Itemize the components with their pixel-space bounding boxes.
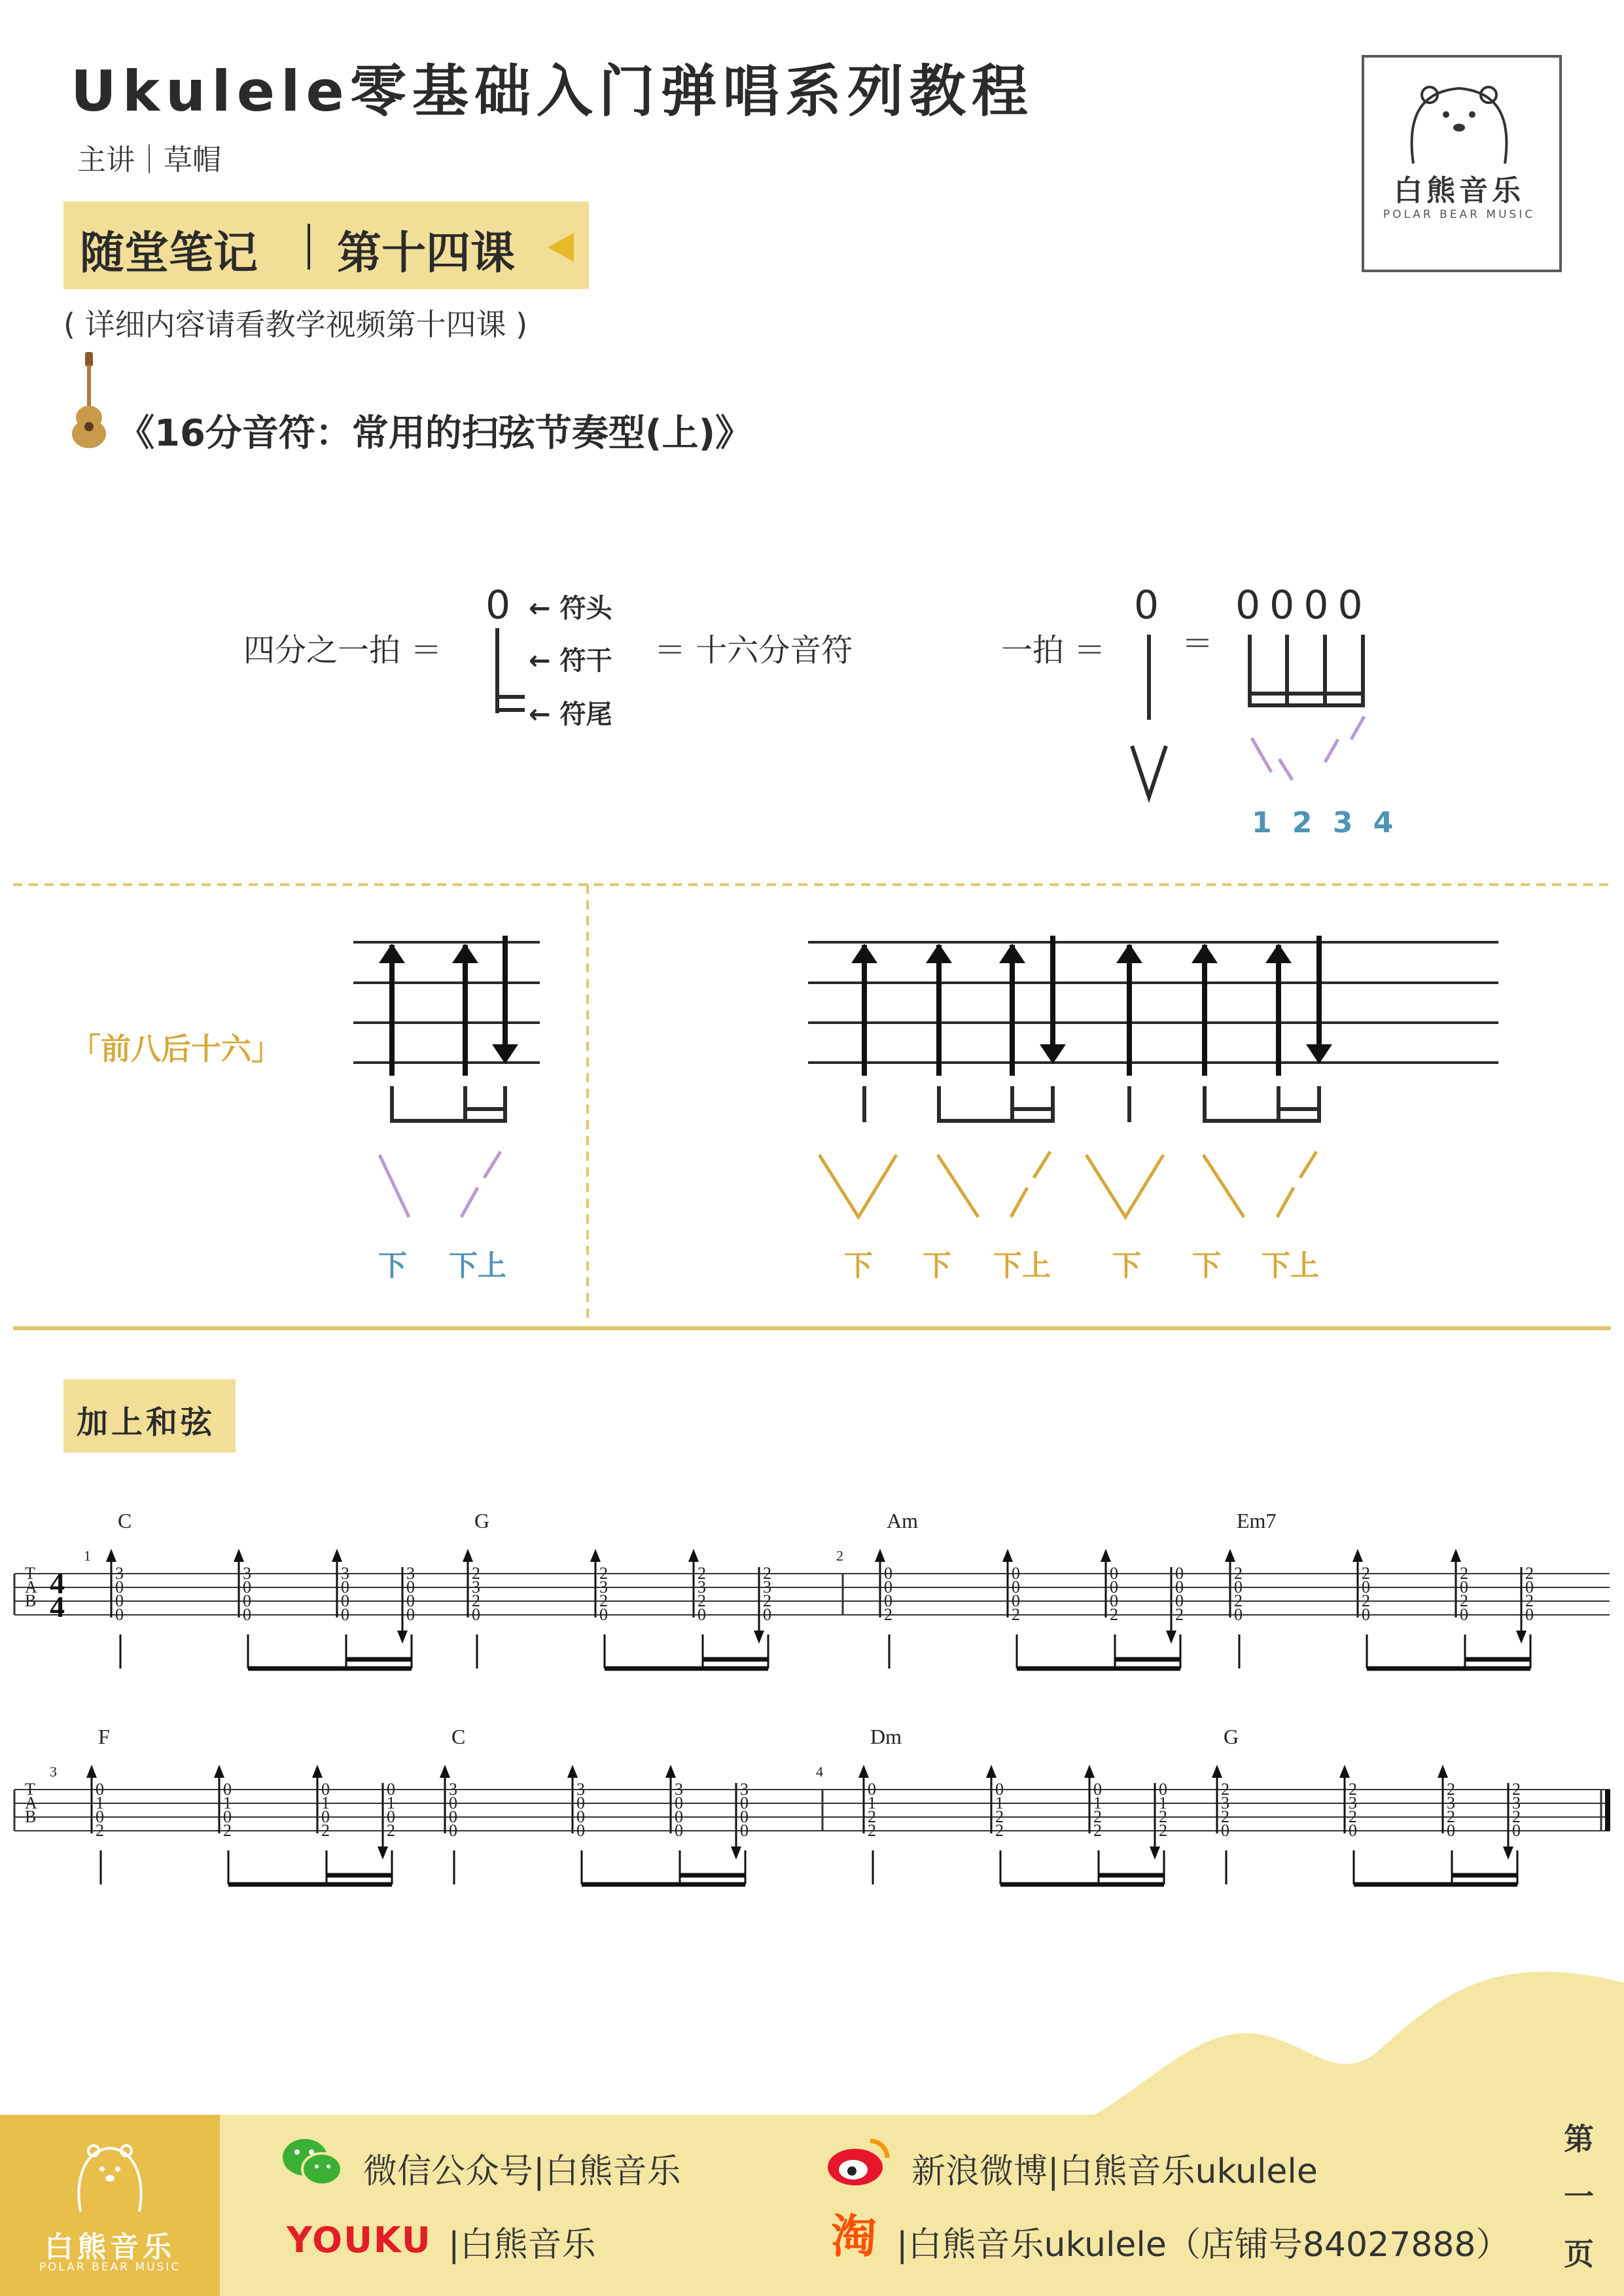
- footer-bar: [0, 2115, 1624, 2296]
- fret-number: 0: [1110, 1591, 1118, 1610]
- fret-number: 0: [576, 1807, 585, 1826]
- page-title: Ukulele零基础入门弹唱系列教程: [71, 59, 1034, 124]
- strum-arrow-head: [590, 1549, 601, 1562]
- strum-arrow-head: [1166, 1631, 1176, 1644]
- fret-number: 0: [1175, 1591, 1184, 1610]
- fret-number: 0: [740, 1793, 749, 1812]
- strum-arrow-head: [567, 1765, 578, 1778]
- fret-number: 2: [1362, 1564, 1370, 1583]
- footer-bear-icon: [71, 2136, 149, 2215]
- chord-name: Dm: [870, 1725, 902, 1748]
- fret-number: 0: [740, 1821, 749, 1840]
- fret-number: 0: [576, 1821, 585, 1840]
- fret-number: 0: [243, 1605, 251, 1624]
- fret-number: 3: [115, 1564, 124, 1583]
- fret-number: 0: [1447, 1821, 1455, 1840]
- tab-staff: [0, 1505, 1624, 1930]
- fret-number: 0: [387, 1780, 395, 1799]
- beat-note: 0: [1134, 582, 1159, 628]
- fret-number: 2: [1234, 1564, 1243, 1583]
- measure-number: 1: [84, 1547, 91, 1564]
- fret-number: 2: [1175, 1605, 1184, 1624]
- fret-number: 2: [472, 1564, 480, 1583]
- one-beat-label: 一拍 ＝: [1001, 632, 1106, 669]
- mountain-decoration: [1073, 1956, 1624, 2127]
- logo-subtitle: POLAR BEAR MUSIC: [1383, 208, 1536, 221]
- fret-number: 2: [321, 1821, 330, 1840]
- fret-number: 0: [96, 1807, 104, 1826]
- fret-number: 0: [223, 1780, 232, 1799]
- fret-number: 2: [697, 1591, 706, 1610]
- fret-number: 1: [223, 1793, 232, 1812]
- strum-arrow-head: [875, 1549, 885, 1562]
- fret-number: 2: [1525, 1591, 1534, 1610]
- fret-number: 0: [1175, 1578, 1184, 1597]
- tab-letter: T: [25, 1564, 35, 1583]
- fret-number: 0: [1525, 1605, 1534, 1624]
- lesson-label: 第十四课: [337, 228, 516, 279]
- fret-number: 3: [675, 1780, 683, 1799]
- fret-number: 0: [1460, 1578, 1468, 1597]
- strum-arrow-head: [1225, 1549, 1235, 1562]
- rhythm-name: 「前八后十六」: [71, 1031, 281, 1067]
- fret-number: 2: [1093, 1821, 1102, 1840]
- fret-number: 2: [599, 1591, 608, 1610]
- fret-number: 2: [1460, 1564, 1468, 1583]
- wechat-account: 微信公众号|白熊音乐: [363, 2152, 681, 2191]
- fret-number: 2: [1460, 1591, 1468, 1610]
- fret-number: 0: [884, 1578, 892, 1597]
- four-sixteenths: 0000: [1235, 582, 1372, 628]
- count-numbers: 1 2 3 4: [1252, 806, 1399, 839]
- fret-number: 0: [406, 1591, 415, 1610]
- fret-number: 1: [1159, 1793, 1167, 1812]
- fret-number: 3: [341, 1564, 349, 1583]
- tab-letter: A: [25, 1793, 37, 1812]
- youku-account: |白熊音乐: [448, 2225, 596, 2265]
- fret-number: 2: [995, 1807, 1004, 1826]
- notes-label: 随堂笔记: [80, 228, 258, 279]
- fret-number: 3: [243, 1564, 251, 1583]
- fret-number: 0: [675, 1807, 683, 1826]
- ukulele-icon: [68, 352, 110, 450]
- fret-number: 0: [1512, 1821, 1521, 1840]
- measure-number: 2: [836, 1547, 843, 1564]
- strum-arrow-head: [1438, 1765, 1448, 1778]
- fret-number: 3: [576, 1780, 585, 1799]
- left-strum-1: 下: [378, 1249, 407, 1282]
- video-note: ( 详细内容请看教学视频第十四课 ): [63, 307, 528, 342]
- fret-number: 0: [1159, 1780, 1167, 1799]
- strum-arrow-head: [1212, 1765, 1222, 1778]
- sixteenth-note-label: ＝ 十六分音符: [654, 632, 853, 669]
- right-strum-5: 下: [1192, 1249, 1221, 1282]
- fret-number: 0: [675, 1793, 683, 1812]
- tab-letter: A: [25, 1578, 37, 1597]
- fret-number: 3: [1512, 1793, 1521, 1812]
- fret-number: 2: [1349, 1780, 1357, 1799]
- fret-number: 0: [96, 1780, 104, 1799]
- rhythm-right-diagram: [802, 929, 1502, 1282]
- chord-name: G: [474, 1509, 490, 1532]
- strum-arrow-head: [1084, 1765, 1095, 1778]
- fret-number: 0: [1012, 1591, 1020, 1610]
- strum-arrow-head: [106, 1549, 116, 1562]
- lecturer: 主讲｜草帽: [77, 143, 221, 177]
- note-head: 0: [485, 582, 511, 628]
- right-strum-4: 下: [1112, 1249, 1141, 1282]
- strum-arrow-head: [1101, 1549, 1111, 1562]
- four-sixteenths-beams: [1240, 635, 1377, 792]
- fret-number: 2: [1159, 1807, 1167, 1826]
- strum-arrow-head: [86, 1765, 97, 1778]
- fret-number: 0: [1349, 1821, 1357, 1840]
- chord-section-label: 加上和弦: [77, 1404, 216, 1441]
- fret-number: 3: [449, 1780, 457, 1799]
- fret-number: 0: [1525, 1578, 1534, 1597]
- fret-number: 2: [868, 1821, 876, 1840]
- fret-number: 0: [449, 1807, 457, 1826]
- fret-number: 0: [341, 1578, 349, 1597]
- fret-number: 0: [243, 1591, 251, 1610]
- fret-number: 0: [243, 1578, 251, 1597]
- fret-number: 0: [884, 1591, 892, 1610]
- fret-number: 2: [1221, 1807, 1229, 1826]
- fret-number: 1: [868, 1793, 876, 1812]
- fret-number: 2: [1447, 1807, 1455, 1826]
- fret-number: 0: [406, 1578, 415, 1597]
- fret-number: 0: [868, 1780, 876, 1799]
- time-signature-bottom: 4: [50, 1590, 65, 1623]
- strum-arrow-head: [665, 1765, 676, 1778]
- right-strum-3: 下上: [993, 1249, 1051, 1282]
- fret-number: 3: [1349, 1793, 1357, 1812]
- chord-name: G: [1224, 1725, 1239, 1748]
- fret-number: 2: [884, 1605, 892, 1624]
- fret-number: 3: [599, 1578, 608, 1597]
- youku-logo: YOUKU: [287, 2219, 432, 2261]
- fret-number: 1: [1093, 1793, 1102, 1812]
- sixteenth-note-diagram: [484, 628, 530, 720]
- fret-number: 0: [1234, 1578, 1243, 1597]
- strum-arrow-head: [986, 1765, 997, 1778]
- fret-number: 0: [1012, 1578, 1020, 1597]
- fret-number: 2: [763, 1591, 771, 1610]
- strum-arrow-head: [234, 1549, 244, 1562]
- fret-number: 2: [1110, 1605, 1118, 1624]
- strum-arrow-head: [1503, 1846, 1513, 1860]
- page-number: 第 一 页: [1564, 2121, 1594, 2272]
- footer-logo-subtitle: POLAR BEAR MUSIC: [39, 2261, 181, 2274]
- strum-arrow-head: [858, 1765, 869, 1778]
- fret-number: 3: [472, 1578, 480, 1597]
- fret-number: 3: [763, 1578, 771, 1597]
- strum-arrow-head: [312, 1765, 323, 1778]
- fret-number: 0: [115, 1578, 124, 1597]
- fret-number: 0: [223, 1807, 232, 1826]
- strum-arrow-head: [688, 1549, 699, 1562]
- rhythm-left-diagram: [347, 929, 543, 1282]
- fret-number: 0: [1110, 1578, 1118, 1597]
- fret-number: 1: [96, 1793, 104, 1812]
- note-tail-label: ← 符尾: [529, 699, 612, 730]
- fret-number: 0: [1175, 1564, 1184, 1583]
- fret-number: 0: [995, 1780, 1004, 1799]
- weibo-account: 新浪微博|白熊音乐ukulele: [911, 2152, 1318, 2191]
- strum-arrow-head: [214, 1765, 224, 1778]
- left-strum-2: 下上: [449, 1249, 506, 1282]
- fret-number: 0: [675, 1821, 683, 1840]
- fret-number: 3: [1221, 1793, 1229, 1812]
- fret-number: 0: [697, 1605, 706, 1624]
- strum-arrow-head: [397, 1631, 408, 1644]
- tab-letter: B: [25, 1591, 37, 1610]
- measure-number: 3: [50, 1763, 57, 1780]
- tab-letter: B: [25, 1807, 37, 1826]
- strum-arrow-head: [332, 1549, 342, 1562]
- wechat-icon: [281, 2136, 344, 2189]
- fret-number: 2: [1349, 1807, 1357, 1826]
- chord-name: Am: [887, 1509, 918, 1532]
- fret-number: 0: [599, 1605, 608, 1624]
- fret-number: 2: [763, 1564, 771, 1583]
- fret-number: 2: [1234, 1591, 1243, 1610]
- footer-logo-name: 白熊音乐: [44, 2231, 175, 2264]
- fret-number: 3: [406, 1564, 415, 1583]
- fret-number: 3: [1447, 1793, 1455, 1812]
- fret-number: 0: [341, 1591, 349, 1610]
- fret-number: 2: [96, 1821, 104, 1840]
- strum-arrow-head: [1352, 1549, 1363, 1562]
- fret-number: 2: [697, 1564, 706, 1583]
- weibo-icon: [826, 2134, 891, 2189]
- strum-arrow-head: [463, 1549, 473, 1562]
- fret-number: 2: [868, 1807, 876, 1826]
- fret-number: 0: [449, 1793, 457, 1812]
- fret-number: 0: [472, 1605, 480, 1624]
- strum-arrow-head: [1451, 1549, 1461, 1562]
- fret-number: 3: [697, 1578, 706, 1597]
- strum-arrow-head: [1339, 1765, 1350, 1778]
- fret-number: 1: [321, 1793, 330, 1812]
- fret-number: 0: [884, 1564, 892, 1583]
- fret-number: 2: [599, 1564, 608, 1583]
- fret-number: 0: [1093, 1780, 1102, 1799]
- fret-number: 0: [449, 1821, 457, 1840]
- fret-number: 2: [1093, 1807, 1102, 1826]
- fret-number: 0: [387, 1807, 395, 1826]
- equals-sign: ＝: [1182, 626, 1214, 662]
- strum-arrow-head: [1150, 1846, 1160, 1860]
- fret-number: 0: [576, 1793, 585, 1812]
- chord-name: C: [118, 1509, 132, 1532]
- chord-name: Em7: [1237, 1509, 1277, 1532]
- fret-number: 0: [1460, 1605, 1468, 1624]
- fret-number: 0: [1362, 1605, 1370, 1624]
- tab-letter: T: [25, 1780, 35, 1799]
- fret-number: 2: [387, 1821, 395, 1840]
- fret-number: 2: [1012, 1605, 1020, 1624]
- measure-number: 4: [816, 1763, 823, 1780]
- fret-number: 0: [115, 1605, 124, 1624]
- note-head-label: ← 符头: [529, 593, 612, 624]
- fret-number: 0: [1362, 1578, 1370, 1597]
- triangle-marker-icon: [548, 233, 574, 262]
- right-strum-6: 下上: [1262, 1249, 1319, 1282]
- taobao-account: |白熊音乐ukulele（店铺号84027888）: [896, 2225, 1510, 2265]
- notes-divider: [308, 224, 310, 270]
- chord-name: C: [451, 1725, 466, 1748]
- chord-name: F: [98, 1725, 110, 1748]
- fret-number: 0: [406, 1605, 415, 1624]
- fret-number: 3: [740, 1780, 749, 1799]
- strum-arrow-head: [754, 1631, 764, 1644]
- fret-number: 0: [321, 1780, 330, 1799]
- fret-number: 2: [472, 1591, 480, 1610]
- fret-number: 0: [740, 1807, 749, 1826]
- strum-arrow-head: [1002, 1549, 1013, 1562]
- lesson-title: 《16分音符：常用的扫弦节奏型(上)》: [118, 412, 752, 455]
- fret-number: 0: [1012, 1564, 1020, 1583]
- fret-number: 0: [1234, 1605, 1243, 1624]
- quarter-beat-label: 四分之一拍 ＝: [243, 632, 442, 669]
- fret-number: 2: [1159, 1821, 1167, 1840]
- fret-number: 2: [1362, 1591, 1370, 1610]
- fret-number: 1: [387, 1793, 395, 1812]
- fret-number: 0: [1221, 1821, 1229, 1840]
- right-strum-1: 下: [844, 1249, 873, 1282]
- fret-number: 2: [1447, 1780, 1455, 1799]
- fret-number: 0: [321, 1807, 330, 1826]
- strum-arrow-head: [731, 1846, 741, 1860]
- time-signature-top: 4: [50, 1566, 65, 1600]
- fret-number: 1: [995, 1793, 1004, 1812]
- fret-number: 2: [1221, 1780, 1229, 1799]
- taobao-icon: 淘: [831, 2210, 877, 2263]
- fret-number: 2: [1512, 1807, 1521, 1826]
- fret-number: 0: [341, 1605, 349, 1624]
- fret-number: 2: [1512, 1780, 1521, 1799]
- fret-number: 0: [1110, 1564, 1118, 1583]
- strum-arrow-head: [378, 1846, 388, 1860]
- fret-number: 2: [995, 1821, 1004, 1840]
- right-strum-2: 下: [923, 1249, 951, 1282]
- fret-number: 2: [223, 1821, 232, 1840]
- fret-number: 2: [1525, 1564, 1534, 1583]
- fret-number: 0: [763, 1605, 771, 1624]
- strum-arrow-head: [440, 1765, 450, 1778]
- note-stem-label: ← 符干: [529, 646, 612, 676]
- logo-name: 白熊音乐: [1394, 174, 1525, 207]
- strum-arrow-head: [1516, 1631, 1527, 1644]
- polar-bear-icon: [1394, 79, 1525, 167]
- fret-number: 0: [115, 1591, 124, 1610]
- beat-stem-v: [1125, 635, 1178, 805]
